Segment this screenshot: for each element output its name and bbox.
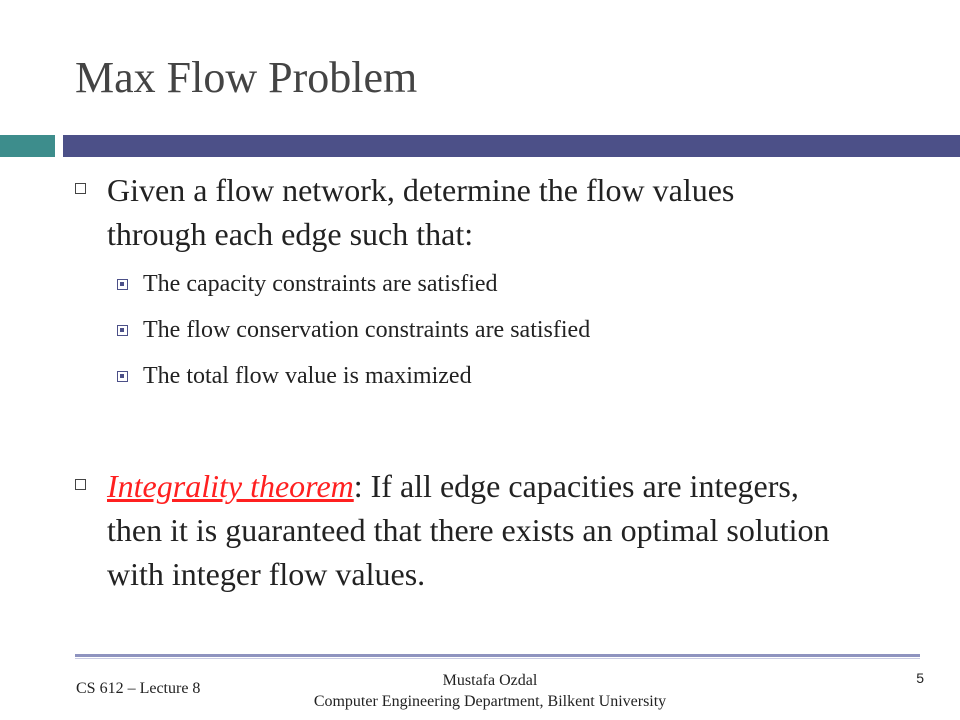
filled-square-icon	[117, 325, 128, 336]
footer-author-block	[280, 670, 700, 712]
sub-bullet-maximized	[117, 361, 837, 391]
filled-square-icon	[117, 279, 128, 290]
footer-divider-shadow	[75, 658, 920, 659]
integrality-term: Integrality theorem	[107, 468, 354, 504]
sub-bullet-text: The total flow value is maximized	[143, 363, 472, 389]
sub-bullet-text: The capacity constraints are satisfied	[143, 271, 498, 297]
filled-square-icon	[117, 371, 128, 382]
bullet-text	[107, 464, 840, 596]
footer-department: Computer Engineering Department, Bilkent University	[313, 693, 667, 710]
bullet-text: Given a flow network, determine the flow values through each edge such that:	[107, 172, 735, 252]
hollow-square-icon	[75, 479, 86, 490]
accent-bar-navy	[63, 135, 960, 157]
footer-author: Mustafa Ozdal	[442, 672, 538, 689]
integrality-rest: : If all edge capacities are integers, then it is guaranteed that there exists an optimal solution with integer flow values.	[107, 468, 830, 592]
sub-bullet-capacity	[117, 269, 837, 299]
sub-bullet-conservation	[117, 315, 837, 345]
page-title: Max Flow Problem	[75, 53, 418, 102]
page-number: 5	[916, 670, 924, 686]
hollow-square-icon	[75, 183, 86, 194]
sub-bullet-text: The flow conservation constraints are satisfied	[143, 317, 591, 343]
footer-course: CS 612 – Lecture 8	[76, 680, 201, 697]
footer-divider	[75, 654, 920, 657]
bullet-integrality	[75, 464, 840, 596]
accent-bar-teal	[0, 135, 55, 157]
bullet-flow-network	[75, 168, 840, 256]
